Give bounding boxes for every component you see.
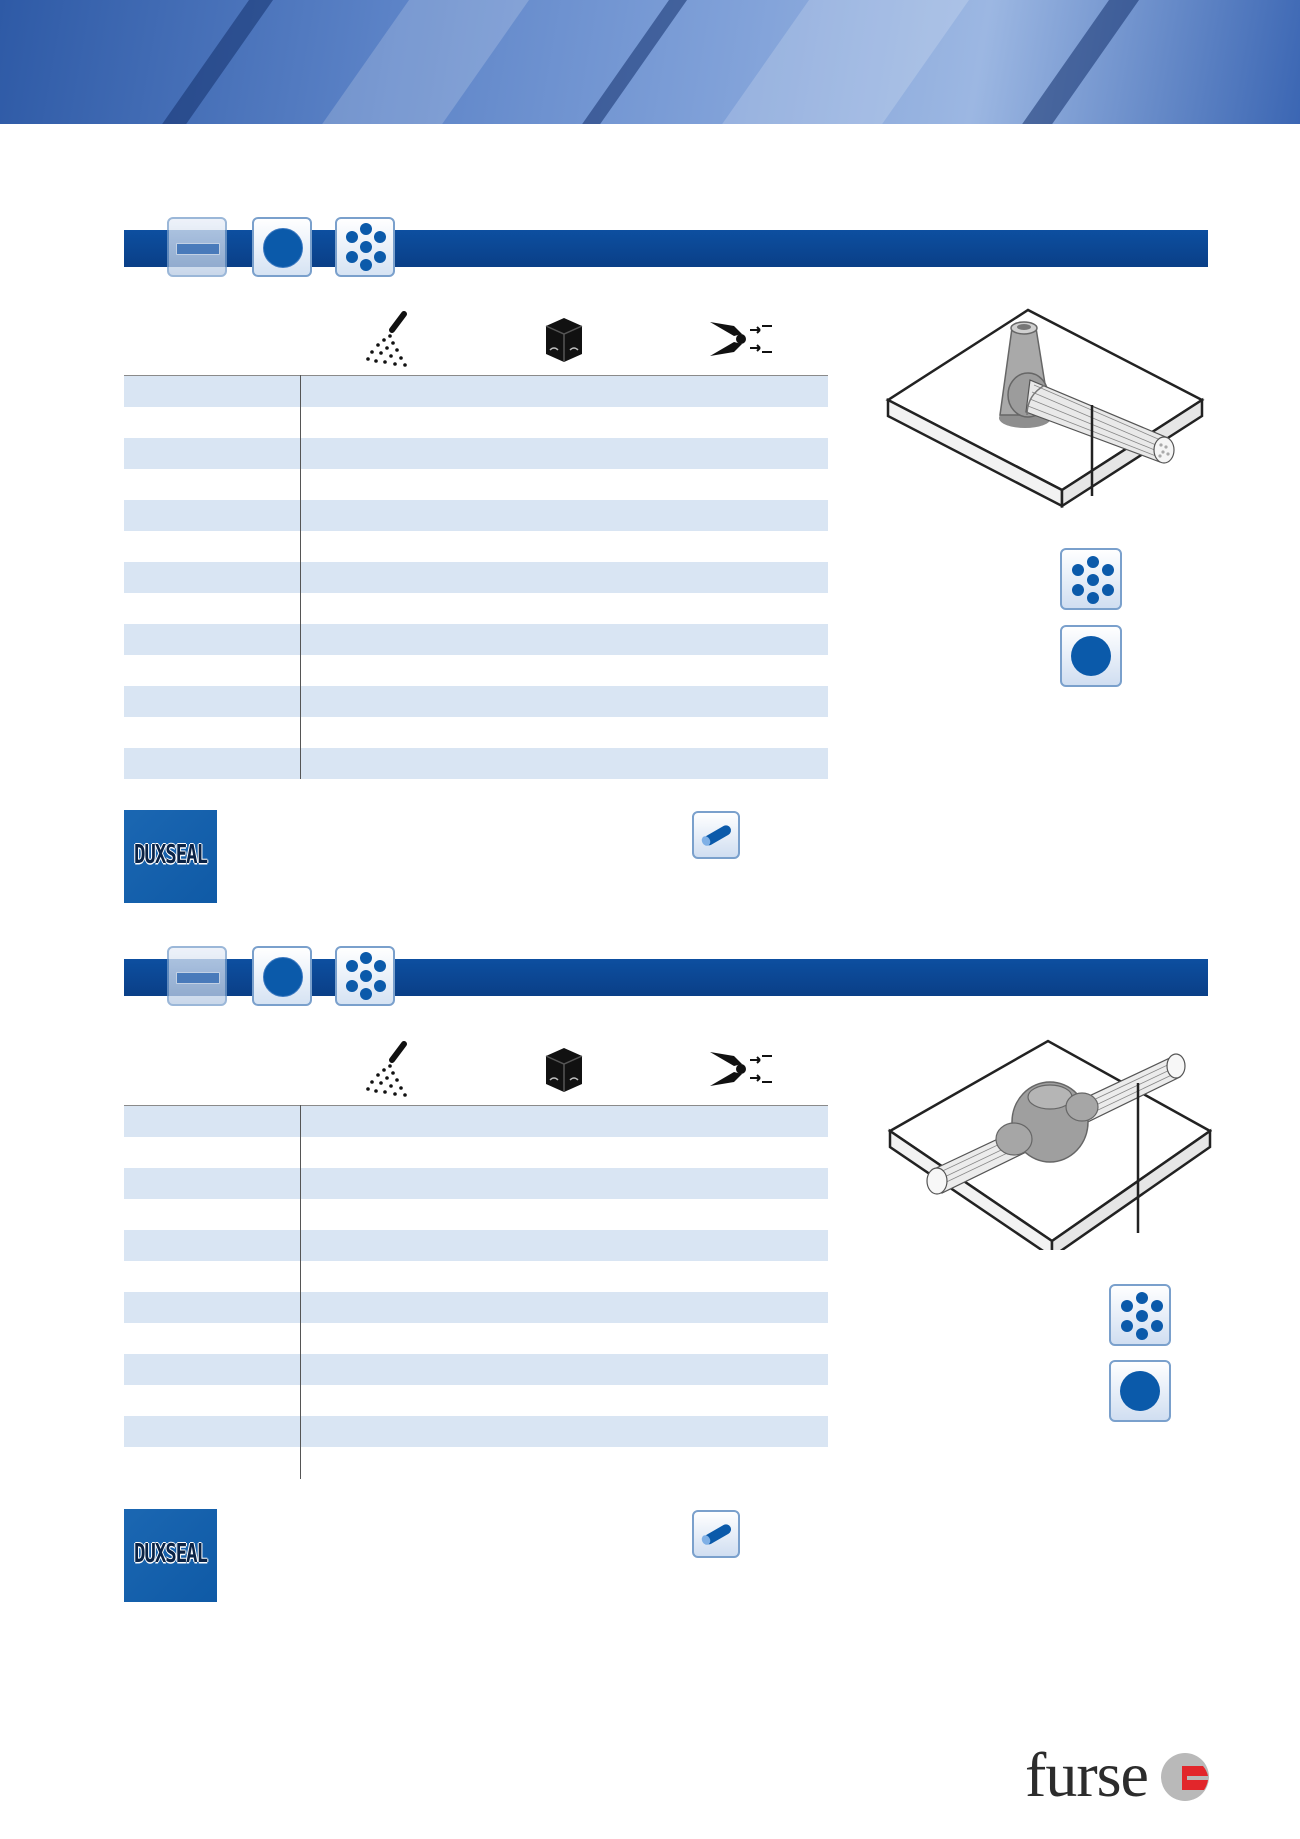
duxseal-logo-text: DUXSEAL <box>133 1539 208 1569</box>
cartridge-icon <box>692 1510 740 1558</box>
duxseal-logo-text: DUXSEAL <box>133 840 208 870</box>
duxseal-logo <box>124 1509 217 1602</box>
table-row <box>124 1137 828 1168</box>
header-banner <box>0 0 1300 124</box>
cable-to-plate-tee-mould-illustration <box>880 300 1210 510</box>
handle-clamp-icon <box>708 1046 774 1092</box>
table-row <box>124 531 828 562</box>
powder-icon <box>360 310 410 368</box>
solid-circular-icon <box>252 217 312 277</box>
table-row <box>124 438 828 469</box>
table-row <box>124 1230 828 1261</box>
table-row <box>124 593 828 624</box>
cartridge-icon <box>692 811 740 859</box>
table-row <box>124 717 828 748</box>
stranded-conductor-icon <box>335 946 395 1006</box>
mould-block-icon <box>542 316 586 364</box>
brand-logo-text: furse <box>1025 1739 1148 1810</box>
stranded-conductor-icon <box>1060 548 1122 610</box>
table-row <box>124 562 828 593</box>
table-row <box>124 500 828 531</box>
duxseal-logo <box>124 810 217 903</box>
table-row <box>124 1447 828 1478</box>
product-table <box>124 1105 828 1479</box>
table-row <box>124 686 828 717</box>
table-row <box>124 1354 828 1385</box>
flat-tape-icon <box>167 946 227 1006</box>
table-row <box>124 1385 828 1416</box>
handle-clamp-icon <box>708 316 774 362</box>
solid-circular-icon <box>1109 1360 1171 1422</box>
table-row <box>124 1199 828 1230</box>
cable-through-plate-cross-mould-illustration <box>882 1035 1212 1250</box>
stranded-conductor-icon <box>1109 1284 1171 1346</box>
table-row <box>124 407 828 438</box>
stranded-conductor-icon <box>335 217 395 277</box>
table-row <box>124 1323 828 1354</box>
solid-circular-icon <box>1060 625 1122 687</box>
table-row <box>124 376 828 407</box>
table-row <box>124 655 828 686</box>
table-row <box>124 748 828 779</box>
table-row <box>124 1168 828 1199</box>
brand-logo-icon <box>1160 1752 1210 1802</box>
table-row <box>124 624 828 655</box>
solid-circular-icon <box>252 946 312 1006</box>
table-row <box>124 1416 828 1447</box>
flat-tape-icon <box>167 217 227 277</box>
mould-block-icon <box>542 1046 586 1094</box>
powder-icon <box>360 1040 410 1098</box>
table-row <box>124 1292 828 1323</box>
table-row <box>124 1106 828 1137</box>
table-row <box>124 469 828 500</box>
table-row <box>124 1261 828 1292</box>
product-table <box>124 375 828 779</box>
